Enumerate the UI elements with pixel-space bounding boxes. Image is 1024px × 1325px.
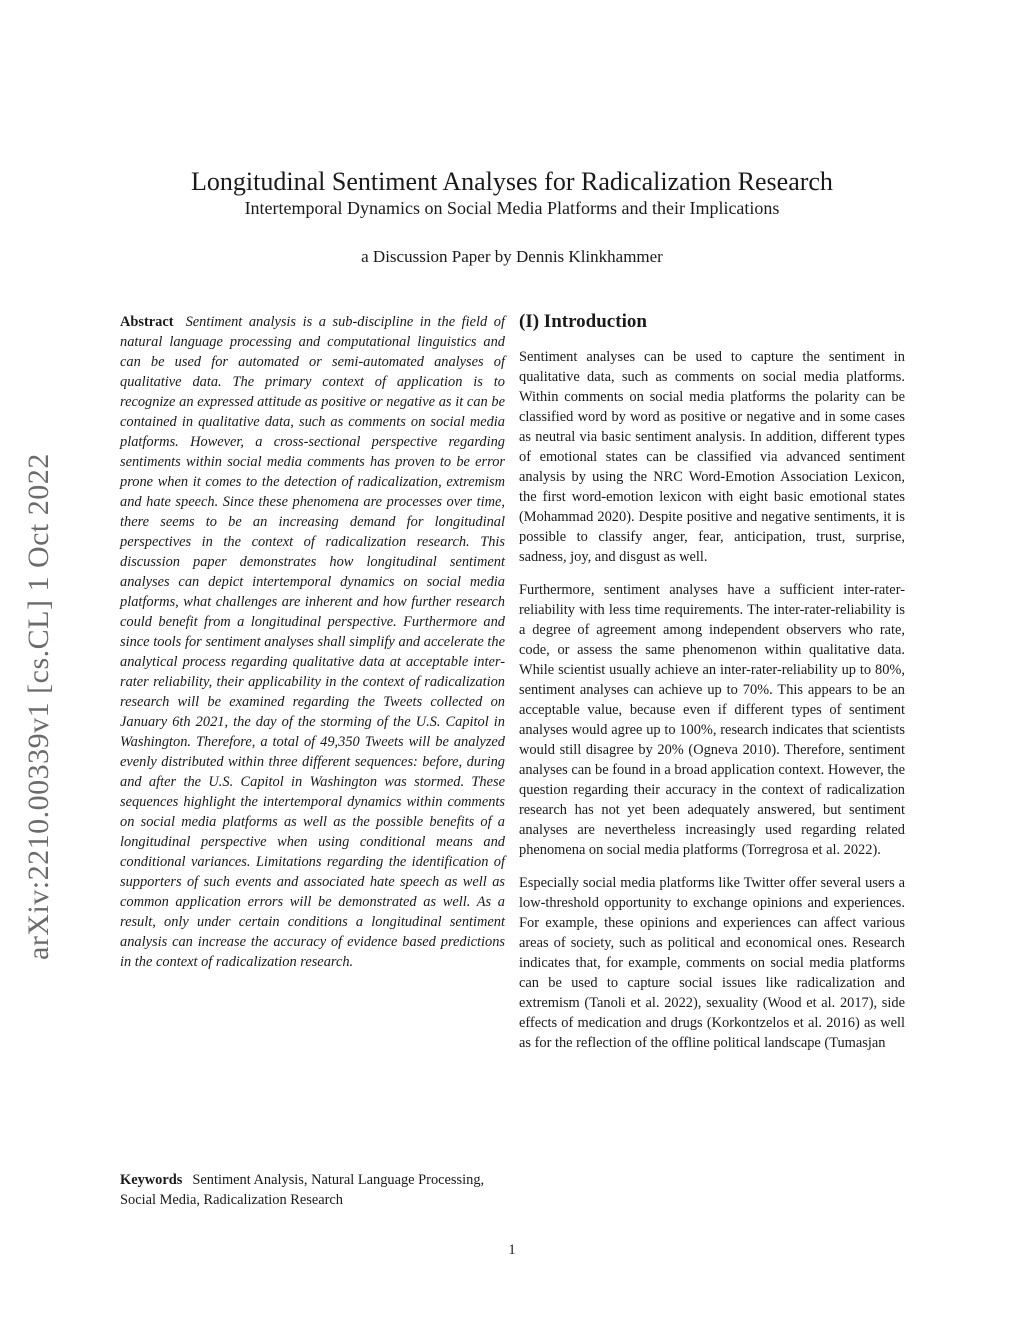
page-number: 1 [508, 1242, 516, 1258]
paper-title: Longitudinal Sentiment Analyses for Radicalization Research [191, 167, 833, 196]
keywords-label: Keywords [120, 1172, 183, 1188]
arxiv-identifier: arXiv:2210.00339v1 [cs.CL] 1 Oct 2022 [22, 453, 55, 960]
keywords-text: Sentiment Analysis, Natural Language Processing, Social Media, Radicalization Research [120, 1172, 485, 1208]
abstract-label: Abstract [120, 314, 174, 330]
keywords [120, 1170, 505, 1210]
right-column [519, 310, 905, 1066]
abstract [120, 312, 505, 972]
section-heading-introduction: (I) Introduction [519, 311, 647, 332]
abstract-text: Sentiment analysis is a sub-discipline in the field of natural language processing and computational linguistics and can be used for automated or semi-automated analyses of qualitative data. The primary context of application is to recognize an expressed attitude as positive or negative as it can be contained in qualitative data, such as comments on social media platforms. However, a cross-sectional perspective regarding sentiments within social media comments has proven to be error prone when it comes to the detection of radicalization, extremism and hate speech. Since these phenomena are processes over time, there seems to be an increasing demand for longitudinal perspectives in the context of radicalization research. This discussion paper demonstrates how longitudinal sentiment analyses can depict intertemporal dynamics on social media platforms, what challenges are inherent and how further research could benefit from a longitudinal perspective. Furthermore and since tools for sentiment analyses shall simplify and accelerate the analytical process regarding qualitative data at acceptable inter-rater reliability, their applicability in the context of radicalization research will be examined regarding the Tweets collected on January 6th 2021, the day of the storming of the U.S. Capitol in Washington. Therefore, a total of 49,350 Tweets will be analyzed evenly distributed within three different sequences: before, during and after the U.S. Capitol in Washington was stormed. These sequences highlight the intertemporal dynamics within comments on social media platforms as well as the possible benefits of a longitudinal perspective when using conditional means and conditional variances. Limitations regarding the identification of supporters of such events and associated hate speech as well as common application errors will be demonstrated as well. As a result, only under certain conditions a longitudinal sentiment analysis can increase the accuracy of evidence based predictions in the context of radicalization research. [120, 314, 505, 970]
intro-paragraph-3: Especially social media platforms like Twitter offer several users a low-threshold opportunity to exchange opinions and experiences. For example, these opinions and experiences can affect various areas of society, such as political and economical ones. Research indicates that, for example, comments on social media platforms can be used to capture social issues like radicalization and extremism (Tanoli et al. 2022), sexuality (Wood et al. 2017), side effects of medication and drugs (Korkontzelos et al. 2016) as well as for the reflection of the offline political landscape (Tumasjan [519, 875, 905, 1051]
left-column [120, 312, 505, 972]
intro-paragraph-1: Sentiment analyses can be used to capture the sentiment in qualitative data, such as comments on social media platforms. Within comments on social media platforms the polarity can be classified word by word as positive or negative and in some cases as neutral via basic sentiment analysis. In addition, different types of emotional states can be classified via advanced sentiment analysis by using the NRC Word-Emotion Association Lexicon, the first word-emotion lexicon with eight basic emotional states (Mohammad 2020). Despite positive and negative sentiments, it is possible to classify anger, fear, anticipation, trust, surprise, sadness, joy, and disgust as well. [519, 349, 905, 565]
intro-paragraph-2: Furthermore, sentiment analyses have a sufficient inter-rater-reliability with less time requirements. The inter-rater-reliability is a degree of agreement among independent observers who rate, code, or assess the same phenomenon within qualitative data. While scientist usually achieve an inter-rater-reliability up to 80%, sentiment analyses can achieve up to 70%. This appears to be an acceptable value, because even if different types of sentiment analyses would agree up to 100%, research indicates that scientists would still disagree by 20% (Ogneva 2010). Therefore, sentiment analyses can be found in a broad application context. However, the question regarding their accuracy in the context of radicalization research has not yet been adequately answered, but sentiment analyses are nevertheless increasingly used regarding related phenomena on social media platforms (Torregrosa et al. 2022). [519, 582, 905, 858]
paper-subtitle: Intertemporal Dynamics on Social Media Platforms and their Implications [244, 198, 780, 218]
author-line: a Discussion Paper by Dennis Klinkhammer [361, 247, 663, 266]
